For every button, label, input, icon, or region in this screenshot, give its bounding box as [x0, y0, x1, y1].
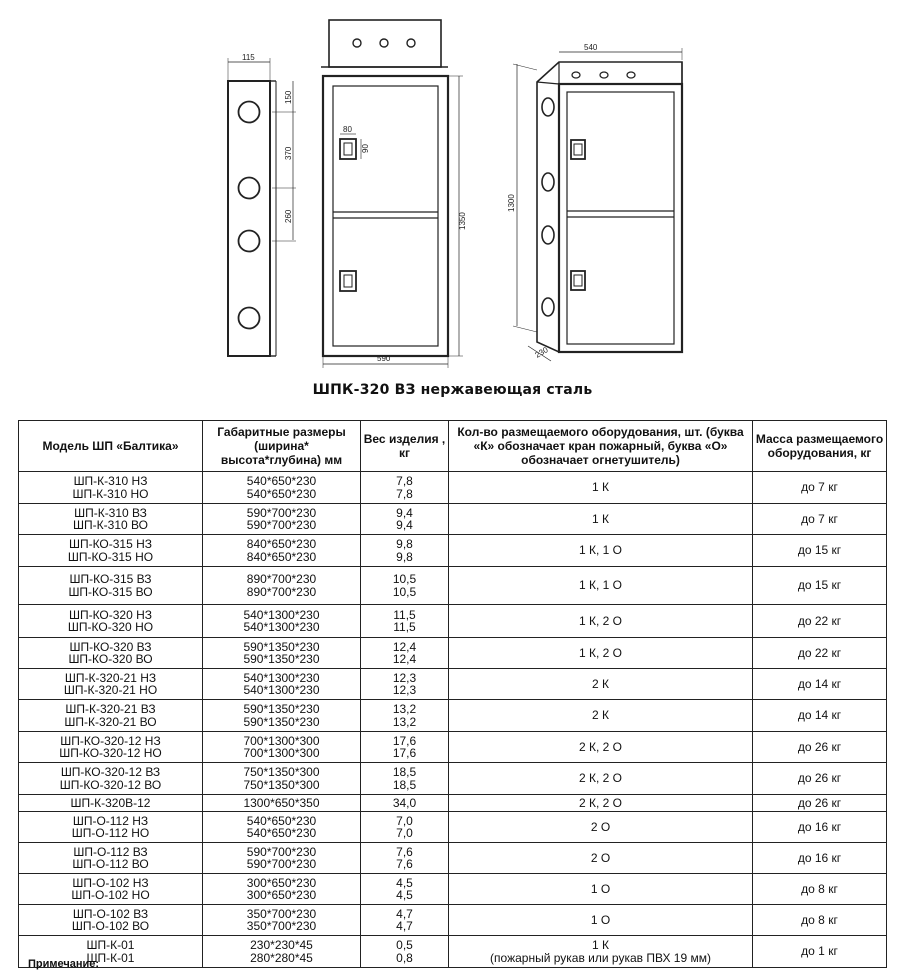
- cell-weight: [361, 763, 449, 795]
- cell-model-line: ШП-К-320-21 ВО: [64, 714, 157, 729]
- cell-model: [19, 567, 203, 605]
- dim-iso-height: 1300: [507, 194, 516, 212]
- cell-model-line: ШП-КО-315 НО: [67, 549, 154, 564]
- cell-dimensions-line: 540*650*230: [246, 826, 317, 840]
- isometric-view: [513, 48, 682, 361]
- cell-mass: до 15 кг: [753, 567, 887, 605]
- cell-model-line: ШП-О-102 НО: [71, 888, 150, 902]
- cell-dimensions: [203, 732, 361, 763]
- cell-weight: [361, 795, 449, 812]
- cell-equipment: 2 К: [449, 700, 753, 732]
- cell-model-line: ШП-К-320В-12: [70, 795, 151, 810]
- cell-weight-line: 13,2: [392, 714, 417, 729]
- cell-weight-line: 4,5: [396, 875, 413, 890]
- cell-dimensions: [203, 874, 361, 905]
- cell-equipment: 2 К, 2 О: [449, 763, 753, 795]
- cell-weight-line: 17,6: [392, 746, 417, 760]
- cell-mass: до 15 кг: [753, 535, 887, 567]
- dim-iso-depth: 230: [533, 345, 550, 360]
- cell-dimensions-line: 590*700*230: [246, 844, 317, 859]
- cell-mass: до 26 кг: [753, 732, 887, 763]
- cell-dimensions: [203, 795, 361, 812]
- cell-weight-line: 12,3: [392, 683, 417, 697]
- cell-dimensions-line: 540*1300*230: [243, 607, 320, 622]
- table-row: [19, 472, 887, 504]
- table-row: [19, 763, 887, 795]
- cell-model-line: ШП-КО-320 НЗ: [68, 607, 153, 622]
- cell-dimensions-line: 750*1350*300: [243, 765, 320, 779]
- table-row: [19, 669, 887, 700]
- cell-weight: [361, 504, 449, 535]
- spec-table: [18, 420, 887, 968]
- cell-model-line: ШП-К-320-21 НО: [63, 683, 158, 697]
- header-weight: Вес изделия , кг: [361, 421, 449, 472]
- cell-model: [19, 812, 203, 843]
- cell-weight: [361, 605, 449, 638]
- header-model: Модель ШП «Балтика»: [19, 421, 203, 472]
- front-view: [321, 20, 463, 368]
- cell-model-line: ШП-КО-320 НО: [67, 620, 154, 634]
- cell-equipment: 1 К, 1 О: [449, 535, 753, 567]
- cell-model: [19, 472, 203, 504]
- cell-model-line: ШП-О-102 НЗ: [72, 875, 149, 890]
- cell-model-line: ШП-К-320-21 НЗ: [64, 670, 157, 685]
- cell-model-line: ШП-О-102 ВЗ: [72, 906, 149, 921]
- cell-weight-line: 11,5: [393, 620, 416, 634]
- cell-dimensions: [203, 567, 361, 605]
- cell-model: [19, 535, 203, 567]
- cell-weight-line: 7,8: [396, 474, 413, 488]
- cell-dimensions: [203, 700, 361, 732]
- cell-equipment: 1 О: [449, 905, 753, 936]
- cell-weight-line: 17,6: [392, 733, 417, 748]
- cell-model-line: ШП-К-310 НЗ: [73, 474, 148, 488]
- cell-dimensions-line: 300*650*230: [246, 888, 317, 902]
- cell-dimensions: [203, 843, 361, 874]
- cell-equipment: 2 К: [449, 669, 753, 700]
- cell-dimensions-line: 590*1350*230: [243, 702, 320, 716]
- cell-model-line: ШП-О-112 ВО: [72, 857, 149, 871]
- spec-table-body: [19, 472, 887, 968]
- cell-dimensions: [203, 669, 361, 700]
- dim-lock-height: 90: [361, 144, 370, 153]
- table-row: [19, 605, 887, 638]
- cell-weight: [361, 472, 449, 504]
- cell-model: [19, 504, 203, 535]
- cell-mass: до 26 кг: [753, 763, 887, 795]
- cell-weight: [361, 535, 449, 567]
- table-row: [19, 936, 887, 968]
- cell-dimensions-line: 540*1300*230: [243, 670, 320, 685]
- cell-model: [19, 605, 203, 638]
- cell-weight: [361, 936, 449, 968]
- cell-model-line: ШП-КО-320 ВЗ: [69, 639, 152, 654]
- cell-dimensions-line: 300*650*230: [246, 875, 317, 890]
- cell-weight: [361, 700, 449, 732]
- cell-dimensions: [203, 472, 361, 504]
- cell-weight-line: 10,5: [392, 572, 417, 586]
- cell-equipment: 1 К: [449, 472, 753, 504]
- cell-model-line: ШП-К-310 НО: [72, 486, 149, 501]
- cell-weight-line: 4,7: [396, 919, 413, 933]
- cell-weight-line: 4,7: [396, 906, 413, 921]
- cell-dimensions-line: 700*1300*300: [243, 746, 320, 760]
- table-row: [19, 843, 887, 874]
- cell-mass: до 14 кг: [753, 700, 887, 732]
- cell-equipment: 2 К, 2 О: [449, 795, 753, 812]
- cell-dimensions: [203, 763, 361, 795]
- cell-dimensions-line: 1300*650*350: [243, 795, 320, 810]
- cabinet-technical-drawing: [0, 0, 905, 375]
- cell-equipment: 2 О: [449, 843, 753, 874]
- cell-dimensions-line: 750*1350*300: [243, 777, 320, 792]
- cell-weight: [361, 638, 449, 669]
- table-row: [19, 732, 887, 763]
- cell-dimensions-line: 350*700*230: [246, 919, 317, 933]
- cell-mass: до 26 кг: [753, 795, 887, 812]
- cell-weight-line: 18,5: [392, 765, 417, 779]
- cell-equipment: 1 К (пожарный рукав или рукав ПВХ 19 мм): [449, 936, 753, 968]
- cell-weight-line: 12,4: [392, 639, 417, 654]
- cell-weight: [361, 812, 449, 843]
- dim-side-width: 115: [242, 53, 255, 62]
- dim-side-mid: 370: [284, 146, 293, 160]
- cell-model-line: ШП-О-102 ВО: [71, 919, 150, 933]
- table-row: [19, 795, 887, 812]
- cell-model-line: ШП-К-310 ВО: [73, 518, 148, 532]
- cell-dimensions: [203, 936, 361, 968]
- cell-equipment: 1 К, 2 О: [449, 605, 753, 638]
- cell-weight-line: 10,5: [392, 584, 417, 599]
- cell-weight-line: 12,3: [392, 670, 417, 685]
- cell-dimensions-line: 350*700*230: [246, 906, 317, 921]
- cell-model: [19, 669, 203, 700]
- table-header-row: [19, 421, 887, 472]
- cell-dimensions: [203, 605, 361, 638]
- cell-dimensions-line: 540*1300*230: [243, 620, 320, 634]
- cell-equipment: 2 О: [449, 812, 753, 843]
- cell-model: [19, 763, 203, 795]
- cell-mass: до 16 кг: [753, 843, 887, 874]
- cell-model-line: ШП-КО-320-12 НО: [59, 746, 162, 760]
- cell-weight-line: 7,6: [396, 844, 413, 859]
- cell-equipment: 1 К, 1 О: [449, 567, 753, 605]
- cell-model-line: ШП-КО-320-12 НЗ: [60, 733, 161, 748]
- header-dimensions: Габаритные размеры (ширина* высота*глубина) мм: [203, 421, 361, 472]
- cell-weight-line: 9,8: [396, 537, 413, 551]
- cell-weight-line: 9,4: [396, 505, 413, 520]
- table-row: [19, 638, 887, 669]
- cell-model: [19, 700, 203, 732]
- cell-weight-line: 4,5: [396, 888, 413, 902]
- cell-model: [19, 795, 203, 812]
- table-row: [19, 812, 887, 843]
- dim-front-width: 590: [377, 354, 391, 363]
- cell-weight-line: 7,6: [396, 857, 413, 871]
- cell-mass: до 22 кг: [753, 605, 887, 638]
- table-row: [19, 504, 887, 535]
- cell-model-line: ШП-КО-320-12 ВЗ: [60, 765, 161, 779]
- cell-model-line: ШП-КО-315 ВЗ: [69, 572, 152, 586]
- cell-weight-line: 18,5: [392, 777, 417, 792]
- cell-weight-line: 9,8: [396, 549, 413, 564]
- cell-weight-line: 7,0: [396, 813, 413, 828]
- dim-iso-width: 540: [584, 43, 598, 52]
- cell-dimensions: [203, 535, 361, 567]
- cell-dimensions-line: 590*1350*230: [243, 639, 320, 654]
- cell-dimensions: [203, 638, 361, 669]
- cell-model-line: ШП-К-01: [86, 950, 135, 965]
- cell-dimensions-line: 280*280*45: [250, 950, 313, 965]
- cell-weight-line: 11,5: [393, 607, 416, 622]
- cell-dimensions-line: 890*700*230: [246, 572, 317, 586]
- cell-model-line: ШП-КО-315 НЗ: [68, 537, 153, 551]
- cell-weight-line: 7,8: [396, 486, 413, 501]
- cell-weight: [361, 843, 449, 874]
- dim-lock-width: 80: [343, 125, 352, 134]
- cell-model-line: ШП-О-112 НЗ: [72, 813, 149, 828]
- cell-dimensions-line: 590*700*230: [246, 505, 317, 520]
- cell-weight: [361, 905, 449, 936]
- cell-dimensions-line: 840*650*230: [246, 537, 317, 551]
- cell-equipment: 1 К, 2 О: [449, 638, 753, 669]
- cell-weight-line: 12,4: [392, 652, 417, 666]
- cell-model-line: ШП-К-320-21 ВЗ: [65, 702, 156, 716]
- cell-model-line: ШП-К-310 ВЗ: [74, 505, 147, 520]
- cell-mass: до 14 кг: [753, 669, 887, 700]
- cell-equipment: 2 К, 2 О: [449, 732, 753, 763]
- cell-weight-line: 0,8: [396, 950, 413, 965]
- dim-front-height: 1350: [458, 212, 467, 230]
- cell-dimensions: [203, 504, 361, 535]
- cell-dimensions-line: 590*700*230: [246, 857, 317, 871]
- cell-weight-line: 0,5: [396, 938, 413, 952]
- cell-model-line: ШП-КО-315 ВО: [68, 584, 153, 599]
- cell-weight-line: 9,4: [396, 518, 413, 532]
- table-row: [19, 700, 887, 732]
- cell-model: [19, 905, 203, 936]
- cell-dimensions-line: 890*700*230: [246, 584, 317, 599]
- cell-mass: до 7 кг: [753, 504, 887, 535]
- cell-dimensions-line: 540*650*230: [246, 474, 317, 488]
- footnote: Примечание:: [28, 958, 100, 970]
- cell-model: [19, 874, 203, 905]
- dim-side-top: 150: [284, 90, 293, 104]
- cell-model-line: ШП-КО-320-12 ВО: [59, 777, 162, 792]
- cell-weight: [361, 732, 449, 763]
- drawing-caption: ШПК-320 ВЗ нержавеющая сталь: [312, 382, 593, 398]
- table-row: [19, 905, 887, 936]
- cell-model-line: ШП-КО-320 ВО: [68, 652, 153, 666]
- cell-dimensions: [203, 905, 361, 936]
- cell-model: [19, 732, 203, 763]
- cell-mass: до 22 кг: [753, 638, 887, 669]
- cell-weight: [361, 567, 449, 605]
- header-mass: Масса размещаемого оборудования, кг: [753, 421, 887, 472]
- cell-model-line: ШП-К-01: [86, 938, 135, 952]
- cell-mass: до 16 кг: [753, 812, 887, 843]
- cell-dimensions-line: 840*650*230: [246, 549, 317, 564]
- cell-dimensions-line: 590*700*230: [246, 518, 317, 532]
- header-equipment: Кол-во размещаемого оборудования, шт. (буква «К» обозначает кран пожарный, буква «О» обозначает огнетушитель): [449, 421, 753, 472]
- cell-mass: до 1 кг: [753, 936, 887, 968]
- cell-dimensions-line: 700*1300*300: [243, 733, 320, 748]
- cell-model-line: ШП-О-112 НО: [71, 826, 150, 840]
- cell-model-line: ШП-О-112 ВЗ: [73, 844, 148, 859]
- cell-dimensions-line: 590*1350*230: [243, 714, 320, 729]
- cell-dimensions-line: 540*650*230: [246, 486, 317, 501]
- cell-weight-line: 7,0: [396, 826, 413, 840]
- cell-model: [19, 843, 203, 874]
- cell-weight: [361, 669, 449, 700]
- cell-weight-line: 13,2: [392, 702, 417, 716]
- cell-dimensions-line: 540*650*230: [246, 813, 317, 828]
- cell-dimensions-line: 540*1300*230: [243, 683, 320, 697]
- dim-side-low: 260: [284, 209, 293, 223]
- cell-mass: до 7 кг: [753, 472, 887, 504]
- cell-equipment: 1 К: [449, 504, 753, 535]
- cell-weight-line: 34,0: [392, 795, 417, 810]
- cell-dimensions: [203, 812, 361, 843]
- cell-model: [19, 638, 203, 669]
- cell-mass: до 8 кг: [753, 905, 887, 936]
- table-row: [19, 567, 887, 605]
- cell-dimensions-line: 590*1350*230: [243, 652, 320, 666]
- cell-mass: до 8 кг: [753, 874, 887, 905]
- table-row: [19, 535, 887, 567]
- table-row: [19, 874, 887, 905]
- cell-dimensions-line: 230*230*45: [250, 938, 313, 952]
- cell-equipment: 1 О: [449, 874, 753, 905]
- cell-weight: [361, 874, 449, 905]
